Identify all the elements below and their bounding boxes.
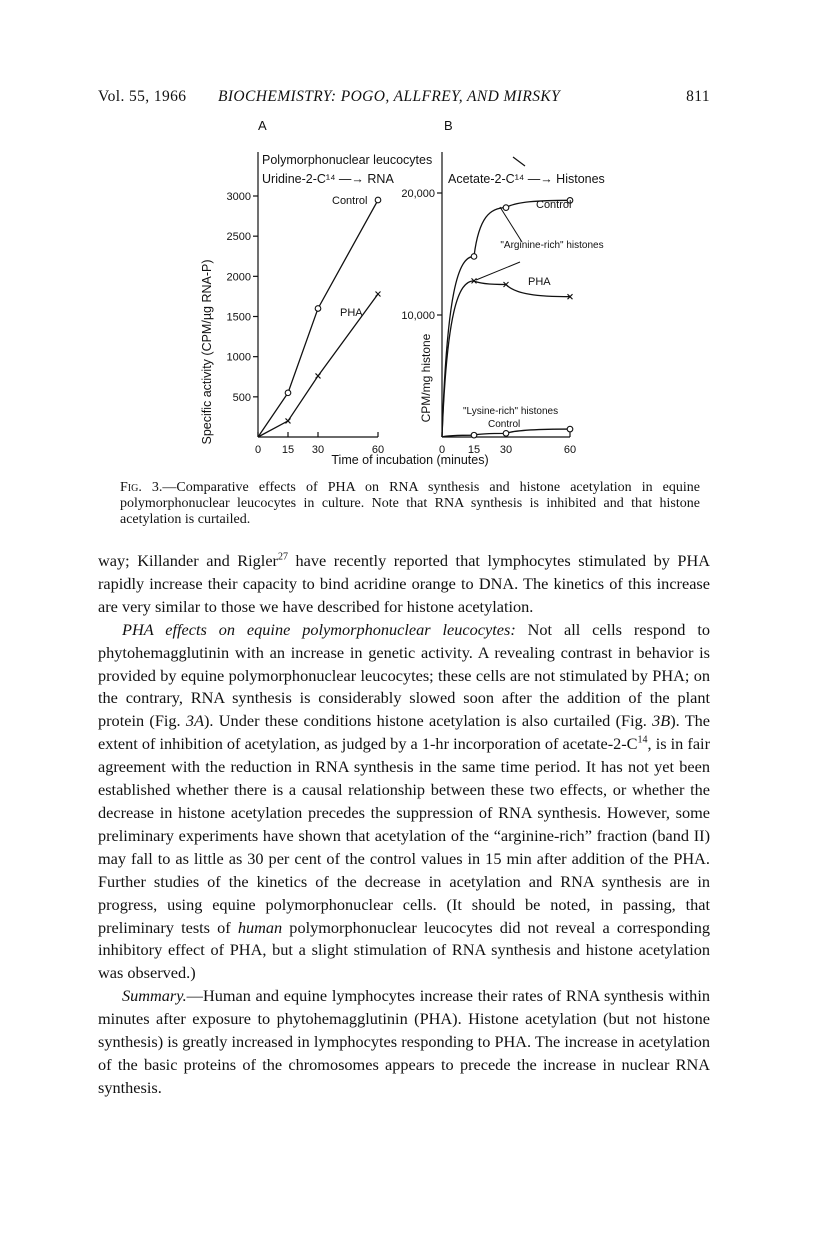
y-tick-label: 10,000 — [401, 310, 435, 322]
panel-b-title: Acetate-2-C¹⁴ —→ Histones — [448, 172, 605, 186]
panel-b-arginine-leader-2 — [476, 262, 520, 280]
data-point — [471, 432, 477, 438]
data-point — [316, 373, 321, 378]
p2-text-a: Not all cells respond to phytohemagglutinin with an increase in genetic activity. A revealing contrast in behavior is provided by equine polymorphonuclear leucocytes; these cells are not stimulated by PHA; on the contrary, RNA synthesis is considerably slowed soon after the addition of the plant protein (Fig. — [98, 619, 710, 731]
series-line — [442, 200, 570, 437]
data-point — [567, 426, 573, 432]
p2-text-c: ). The extent of inhibition of acetylation, as judged by a 1-hr incorporation of acetate-2-C — [98, 711, 711, 754]
panel-a — [200, 118, 432, 456]
panel-a-title: Polymorphonuclear leucocytes — [262, 153, 433, 167]
page-number: 811 — [686, 88, 710, 105]
panel-a-label: A — [258, 118, 267, 133]
paragraph-1 — [98, 550, 710, 619]
p2-human-emphasis: human — [237, 917, 283, 937]
panel-b-pha-label: PHA — [528, 276, 551, 288]
x-tick-label: 0 — [254, 444, 262, 456]
data-point — [376, 292, 381, 297]
panel-b-arginine-note: "Arginine-rich" histones — [500, 240, 604, 251]
p1-text-b: have recently reported that lymphocytes stimulated by PHA rapidly increase their capacity to bind acridine orange to DNA. The kinetics of this increase are very similar to those we have described for histone acetylation. — [98, 551, 711, 616]
p2-heading: PHA effects on equine polymorphonuclear leucocytes: — [122, 619, 516, 639]
panel-b-stray-mark — [513, 157, 525, 166]
caption-text: —Comparative effects of PHA on RNA synthesis and histone acetylation in equine polymorphonuclear leucocytes in culture. Note that RNA synthesis is inhibited and that histone acetylation is curtailed. — [120, 480, 700, 527]
panel-b-series — [442, 198, 573, 438]
paragraph-2 — [98, 619, 710, 986]
volume-label: Vol. 55, 1966 — [98, 88, 187, 105]
figure-3 — [0, 100, 816, 475]
panel-a-y-label: Specific activity (CPM/µg RNA-P) — [200, 259, 214, 445]
panel-a-control-label: Control — [332, 195, 368, 207]
shared-x-label: Time of incubation (minutes) — [331, 453, 489, 467]
panel-b — [401, 118, 604, 456]
data-point — [503, 205, 509, 211]
x-tick-label: 60 — [371, 444, 385, 456]
data-point — [315, 306, 321, 312]
p2-text-b: ). Under these conditions histone acetylation is also curtailed (Fig. — [204, 711, 653, 731]
panel-b-lysine-note: "Lysine-rich" histones — [463, 406, 559, 417]
figure-caption — [120, 480, 700, 528]
panel-a-pha-label: PHA — [340, 307, 363, 319]
panel-b-label: B — [444, 118, 453, 133]
data-point — [471, 254, 477, 260]
panel-b-y-label: CPM/mg histone — [419, 333, 433, 423]
y-tick-label: 2000 — [226, 271, 251, 284]
panel-a-subtitle: Uridine-2-C¹⁴ —→ RNA — [262, 172, 394, 186]
body-text — [98, 550, 710, 1100]
p3-heading: Summary. — [122, 986, 187, 1006]
p2-text-d: , is in fair agreement with the reduction in RNA synthesis in the same time period. It has not yet been established whether there is a causal relationship between these two effects, or whether the decrease in histone acetylation precedes the suppression of RNA synthesis. However, some preliminary experiments have shown that acetylation of the “arginine-rich” fraction (band II) may fall to as little as 30 per cent of the control values in 15 min after addition of the PHA. Further studies of the kinetics of the decrease in acetylation and RNA synthesis are in progress, using equine polymorphonuclear cells. (It should be noted, in passing, that preliminary tests of — [98, 734, 710, 937]
p2-fig-ref-a: 3A — [185, 711, 205, 731]
y-tick-label: 20,000 — [401, 188, 435, 200]
p3-text: —Human and equine lymphocytes increase their rates of RNA synthesis within minutes after exposure to phytohemagglutinin (PHA). Histone acetylation (but not histone synthesis) is greatly increased in lymphocytes responding to PHA. The increase in acetylation of the basic proteins of the chromosomes appears to precede the increase in nuclear RNA synthesis. — [98, 986, 710, 1097]
panel-a-y-ticks — [227, 191, 258, 404]
panel-b-arginine-control-label: Control — [536, 199, 572, 211]
panel-b-y-ticks — [401, 188, 442, 322]
x-tick-label: 30 — [499, 444, 513, 456]
x-tick-label: 30 — [311, 444, 325, 456]
x-tick-label: 15 — [467, 444, 481, 456]
data-point — [375, 197, 381, 203]
y-tick-label: 3000 — [226, 191, 251, 203]
x-tick-label: 0 — [438, 444, 446, 456]
y-tick-label: 2500 — [226, 231, 251, 244]
x-tick-label: 15 — [281, 444, 295, 456]
paragraph-3 — [98, 985, 710, 1100]
panel-b-lysine-control-label: Control — [488, 419, 521, 430]
y-tick-label: 1000 — [226, 351, 251, 364]
journal-title: BIOCHEMISTRY: POGO, ALLFREY, AND MIRSKY — [218, 88, 561, 105]
x-tick-label: 60 — [563, 444, 577, 456]
data-point — [285, 390, 291, 396]
y-tick-label: 500 — [232, 391, 251, 404]
y-tick-label: 1500 — [226, 311, 251, 324]
p2-fig-ref-b: 3B — [652, 711, 671, 731]
p1-text-a: way; Killander and Rigler — [98, 551, 278, 570]
data-point — [503, 431, 509, 437]
p2-superscript: 14 — [637, 734, 648, 746]
data-point — [286, 418, 291, 423]
caption-label: Fig. 3. — [120, 480, 163, 495]
panel-b-arginine-leader-1 — [500, 207, 522, 242]
p2-text-e: polymorphonuclear leucocytes did not reveal a corresponding inhibitory effect of PHA, but a slight stimulation of RNA synthesis and histone acetylation was observed.) — [98, 917, 710, 983]
p1-reference: 27 — [277, 551, 288, 563]
